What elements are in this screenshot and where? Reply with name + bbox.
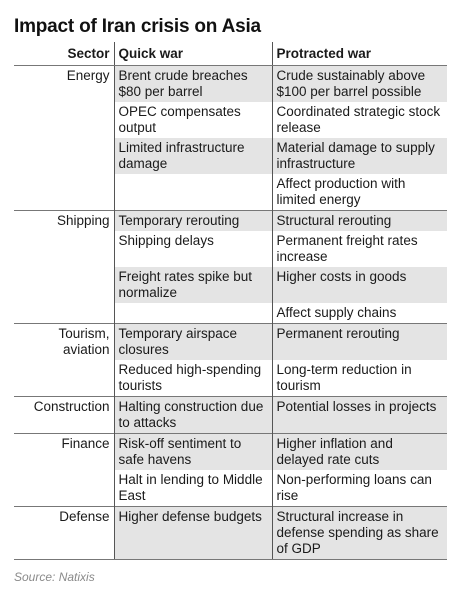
protracted-war-cell: Long-term reduction in tourism: [272, 360, 447, 397]
protracted-war-cell: Potential losses in projects: [272, 397, 447, 434]
table-row: [14, 231, 447, 267]
sector-cell: [14, 138, 114, 174]
protracted-war-cell: Higher costs in goods: [272, 267, 447, 303]
quick-war-cell: OPEC compensates output: [114, 102, 272, 138]
header-quick-war: Quick war: [114, 42, 272, 66]
quick-war-cell: Reduced high-spending tourists: [114, 360, 272, 397]
sector-cell: Tourism, aviation: [14, 324, 114, 361]
sector-cell: Energy: [66, 68, 110, 83]
protracted-war-cell: Affect production with limited energy: [272, 174, 447, 211]
quick-war-cell: Temporary airspace closures: [114, 324, 272, 361]
protracted-war-cell: Coordinated strategic stock release: [272, 102, 447, 138]
table-body: [14, 66, 447, 560]
protracted-war-cell: Material damage to supply infrastructure: [272, 138, 447, 174]
table-row: [14, 66, 447, 103]
quick-war-cell: Freight rates spike but normalize: [114, 267, 272, 303]
sector-cell: [14, 102, 114, 138]
table-row: [14, 470, 447, 507]
quick-war-cell: [114, 174, 272, 211]
sector-cell: [14, 174, 114, 211]
quick-war-cell: Temporary rerouting: [114, 211, 272, 232]
quick-war-cell: Shipping delays: [114, 231, 272, 267]
table-row: [14, 174, 447, 211]
protracted-war-cell: Affect supply chains: [272, 303, 447, 324]
protracted-war-cell: Permanent freight rates increase: [272, 231, 447, 267]
protracted-war-cell: Structural rerouting: [272, 211, 447, 232]
sector-cell: Shipping: [14, 211, 114, 232]
sector-cell: [14, 360, 114, 397]
header-row: [14, 42, 447, 66]
table-title: Impact of Iran crisis on Asia: [14, 16, 261, 37]
source-note: Source: Natixis: [14, 570, 95, 584]
table-row: [14, 267, 447, 303]
quick-war-cell: Halting construction due to attacks: [114, 397, 272, 434]
quick-war-cell: Brent crude breaches $80 per barrel: [114, 66, 272, 103]
quick-war-cell: [114, 303, 272, 324]
sector-cell: [14, 267, 114, 303]
protracted-war-cell: Non-performing loans can rise: [272, 470, 447, 507]
impact-table: [14, 42, 447, 560]
sector-cell: [14, 470, 114, 507]
sector-cell: Finance: [14, 434, 114, 471]
quick-war-cell: Higher defense budgets: [114, 507, 272, 560]
table-row: [14, 303, 447, 324]
sector-cell: [14, 303, 114, 324]
header-protracted-war: Protracted war: [272, 42, 447, 66]
table-row: [14, 507, 447, 560]
protracted-war-cell: Higher inflation and delayed rate cuts: [272, 434, 447, 471]
table-row: [14, 397, 447, 434]
table-row: [14, 211, 447, 232]
protracted-war-cell: Crude sustainably above $100 per barrel possible: [272, 66, 447, 103]
table-row: [14, 360, 447, 397]
sector-cell: [14, 231, 114, 267]
table-row: [14, 102, 447, 138]
protracted-war-cell: Permanent rerouting: [272, 324, 447, 361]
quick-war-cell: Halt in lending to Middle East: [114, 470, 272, 507]
table-row: [14, 138, 447, 174]
table-row: [14, 324, 447, 361]
sector-cell: Defense: [14, 507, 114, 560]
table-row: [14, 434, 447, 471]
quick-war-cell: Limited infrastructure damage: [114, 138, 272, 174]
sector-cell: Construction: [14, 397, 114, 434]
protracted-war-cell: Structural increase in defense spending as share of GDP: [272, 507, 447, 560]
quick-war-cell: Risk-off sentiment to safe havens: [114, 434, 272, 471]
header-sector: Sector: [14, 42, 114, 66]
